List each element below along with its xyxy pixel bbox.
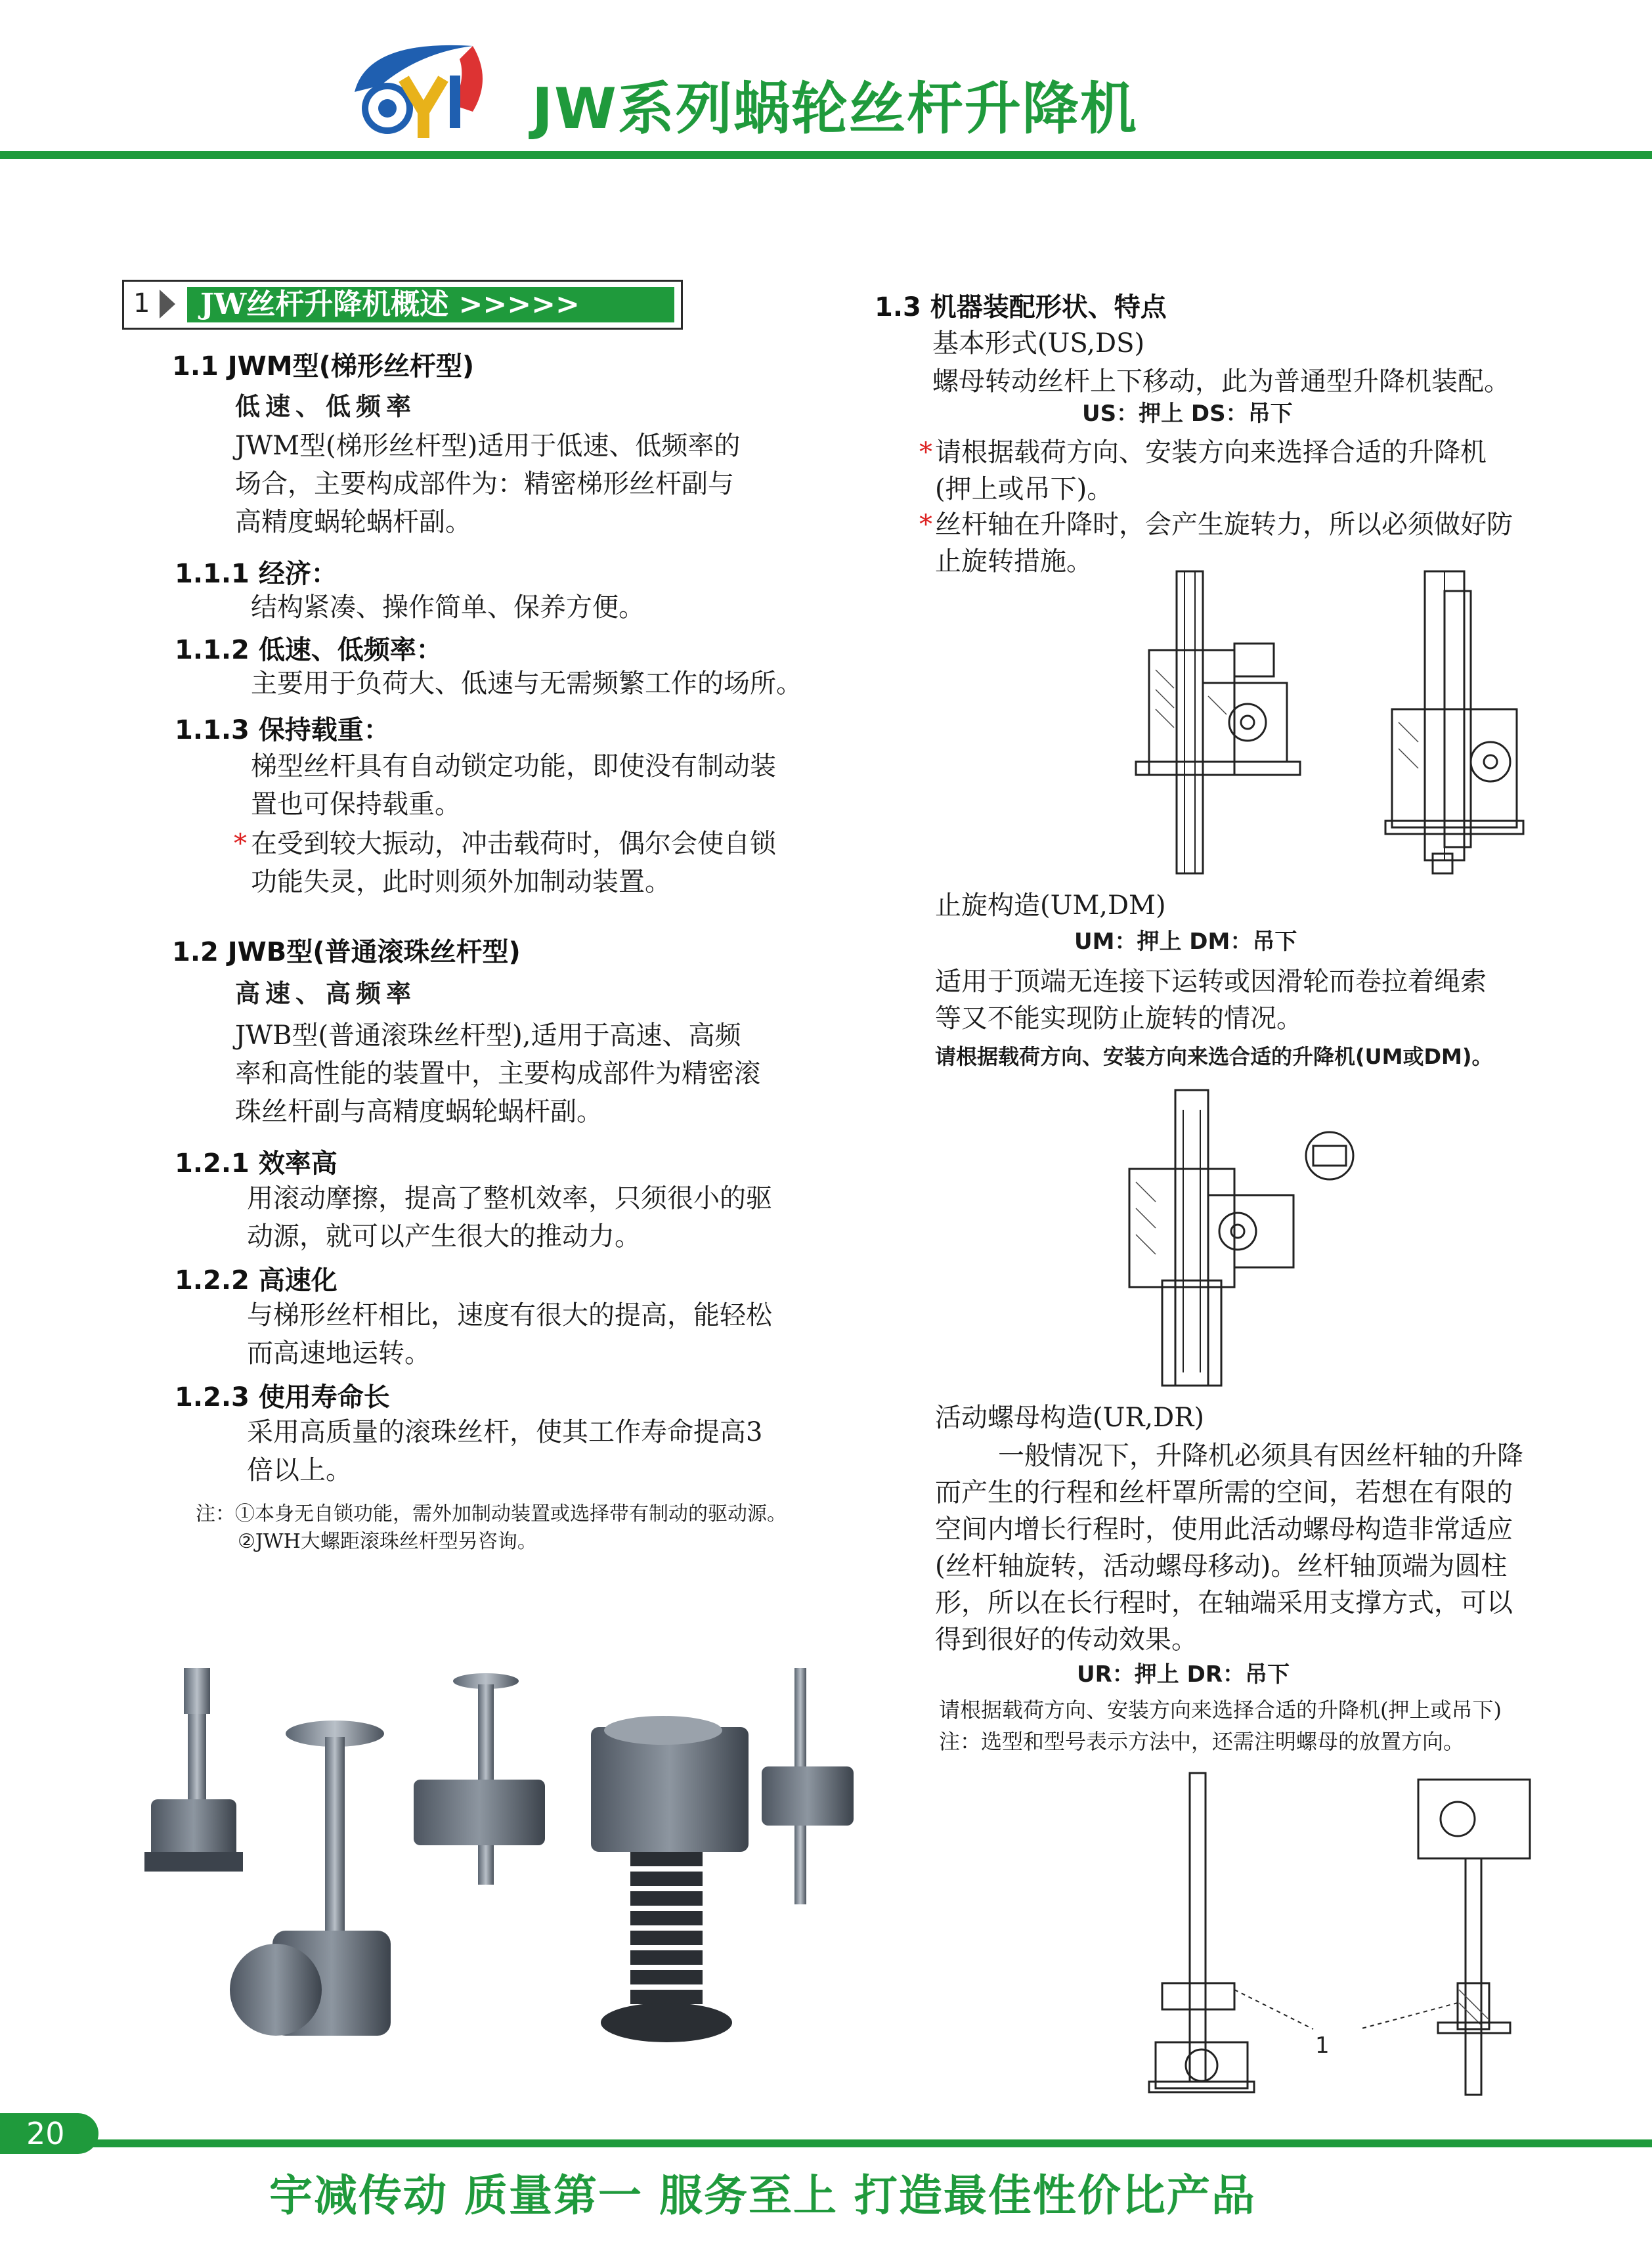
jwm-item-3-text-2: 置也可保持载重。 [251,789,461,820]
jwb-item-1-heading: 1.2.1 效率高 [175,1149,337,1179]
jwb-item-3-heading: 1.2.3 使用寿命长 [175,1382,390,1413]
section-banner [122,280,683,330]
jwm-item-1-heading: 1.1.1 经济： [175,559,337,589]
diagram-callout-1: 1 [1315,2032,1330,2059]
moving-nut-desc-1: 一般情况下，升降机必须具有因丝杆轴的升降 [998,1441,1523,1471]
moving-nut-desc-5: 形，所以在长行程时，在轴端采用支撑方式，可以 [935,1588,1513,1618]
moving-nut-desc-3: 空间内增长行程时，使用此活动螺母构造非常适应 [935,1514,1513,1545]
basic-form-labels: US：押上 DS：吊下 [1082,401,1293,427]
footer-slogan: 宇减传动 质量第一 服务至上 打造最佳性价比产品 [269,2170,1256,2221]
basic-form-diagram [1116,565,1576,880]
jwm-item-1-text: 结构紧凑、操作简单、保养方便。 [251,592,645,623]
basic-note-2a: 丝杆轴在升降时，会产生旋转力，所以必须做好防 [935,510,1513,540]
moving-nut-note-2: 注：选型和型号表示方法中，还需注明螺母的放置方向。 [939,1729,1465,1754]
jwb-note-2: ②JWH大螺距滚珠丝杆型另咨询。 [238,1530,537,1553]
jwb-item-1-text-1: 用滚动摩擦，提高了整机效率，只须很小的驱 [247,1183,772,1214]
star-icon: * [919,437,932,468]
warning-star-icon: * [234,829,247,859]
jwb-note-1: 注：①本身无自锁功能，需外加制动装置或选择带有制动的驱动源。 [196,1502,787,1525]
jwm-heading: 1.1 JWM型(梯形丝杆型) [172,351,475,382]
jwm-warning-1: 在受到较大振动，冲击载荷时，偶尔会使自锁 [251,829,776,859]
jwb-item-2-heading: 1.2.2 高速化 [175,1265,337,1296]
jwb-desc-2: 率和高性能的装置中，主要构成部件为精密滚 [235,1059,760,1089]
jwb-item-3-text-1: 采用高质量的滚珠丝杆，使其工作寿命提高3 [247,1417,763,1447]
moving-nut-diagram [1142,1766,1563,2108]
footer-divider [0,2139,1652,2147]
jwm-desc-2: 场合，主要构成部件为：精密梯形丝杆副与 [235,469,734,499]
moving-nut-desc-2: 而产生的行程和丝杆罩所需的空间，若想在有限的 [935,1478,1513,1508]
moving-nut-note-1: 请根据载荷方向、安装方向来选择合适的升降机(押上或吊下) [939,1698,1502,1722]
basic-note-2b: 止旋转措施。 [935,546,1093,577]
jwm-desc-3: 高精度蜗轮蜗杆副。 [235,507,471,537]
section-number: 1 [133,288,150,318]
section-title: JW丝杆升降机概述 >>>>> [200,288,580,321]
moving-nut-desc-6: 得到很好的传动效果。 [935,1625,1198,1655]
basic-note-1b: (押上或吊下)。 [935,474,1114,504]
anti-rotation-desc-1: 适用于顶端无连接下运转或因滑轮而卷拉着绳索 [935,967,1487,997]
basic-form-title: 基本形式(US,DS) [932,328,1145,359]
jwm-item-3-text-1: 梯型丝杆具有自动锁定功能，即使没有制动装 [251,751,776,781]
basic-note-1a: 请根据载荷方向、安装方向来选择合适的升降机 [935,437,1487,468]
header-divider [0,151,1652,159]
anti-rotation-labels: UM：押上 DM：吊下 [1074,929,1297,955]
star-icon: * [919,510,932,540]
jwm-item-2-heading: 1.1.2 低速、低频率： [175,635,443,665]
anti-rotation-diagram [1110,1084,1372,1392]
jwb-desc-1: JWB型(普通滚珠丝杆型),适用于高速、高频 [235,1020,741,1051]
moving-nut-labels: UR：押上 DR：吊下 [1077,1661,1290,1688]
company-logo [341,33,499,144]
jwb-item-2-text-1: 与梯形丝杆相比，速度有很大的提高，能轻松 [247,1300,772,1330]
jwm-item-3-heading: 1.1.3 保持载重： [175,715,390,745]
jwb-item-2-text-2: 而高速地运转。 [247,1338,431,1369]
jwb-desc-3: 珠丝杆副与高精度蜗轮蜗杆副。 [235,1097,603,1127]
jwm-warning-2: 功能失灵，此时则须外加制动装置。 [251,867,671,897]
page-number: 20 [26,2116,65,2151]
anti-rotation-desc-2: 等又不能实现防止旋转的情况。 [935,1003,1303,1034]
moving-nut-title: 活动螺母构造(UR,DR) [935,1403,1204,1433]
anti-rotation-note: 请根据载荷方向、安装方向来选合适的升降机(UM或DM)。 [935,1044,1493,1069]
jwm-desc-1: JWM型(梯形丝杆型)适用于低速、低频率的 [235,431,741,461]
triangle-icon [160,290,175,318]
basic-form-desc: 螺母转动丝杆上下移动，此为普通型升降机装配。 [932,366,1510,397]
jwm-subtitle: 低速、低频率 [235,391,417,421]
jwb-item-1-text-2: 动源，就可以产生很大的推动力。 [247,1221,641,1252]
jwb-subtitle: 高速、高频率 [235,978,417,1008]
anti-rotation-title: 止旋构造(UM,DM) [935,890,1166,921]
assembly-heading: 1.3 机器装配形状、特点 [875,292,1167,322]
jwm-item-2-text: 主要用于负荷大、低速与无需频繁工作的场所。 [251,668,802,699]
page-title: JW系列蜗轮丝杆升降机 [532,76,1138,142]
jwb-heading: 1.2 JWB型(普通滚珠丝杆型) [172,937,521,967]
jwb-item-3-text-2: 倍以上。 [247,1455,352,1485]
product-photos [131,1655,873,2062]
moving-nut-desc-4: (丝杆轴旋转，活动螺母移动)。丝杆轴顶端为圆柱 [935,1551,1508,1581]
